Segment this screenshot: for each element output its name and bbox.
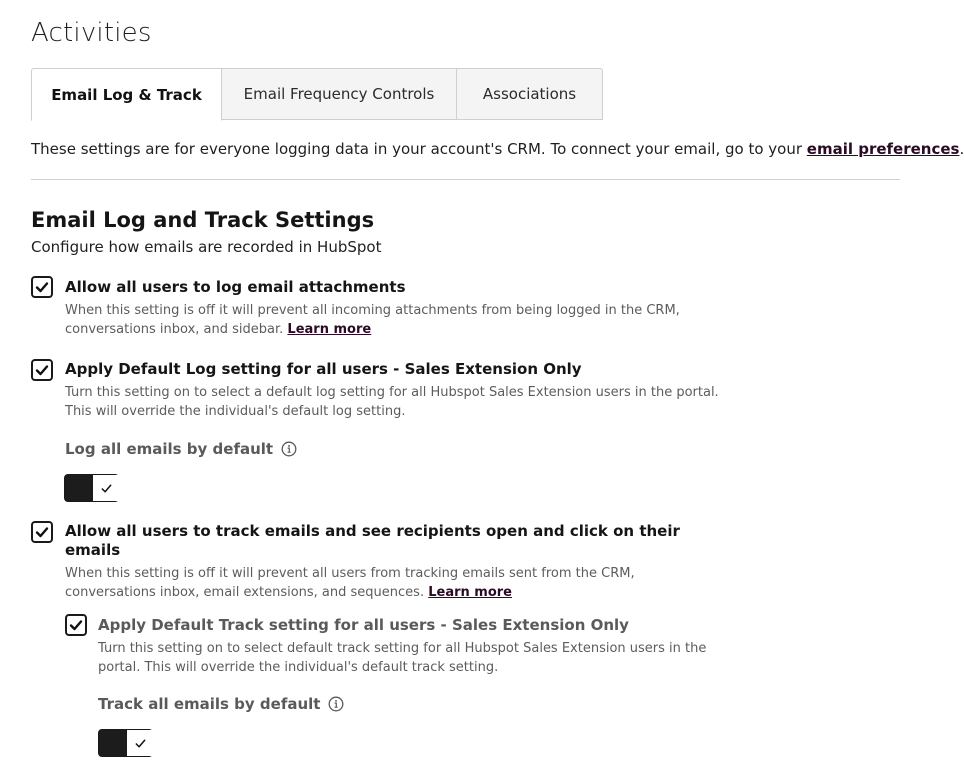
track-emails-desc-text: conversations inbox, email extensions, and sequences. <box>65 585 429 600</box>
tab-email-log-track[interactable]: Email Log & Track <box>31 68 222 121</box>
check-icon <box>34 279 50 295</box>
default-log-title: Apply Default Log setting for all users - Sales Extension Only <box>65 360 582 378</box>
email-preferences-link[interactable]: email preferences <box>806 140 960 158</box>
default-track-checkbox[interactable] <box>65 614 87 636</box>
default-track-desc-line2: portal. This will override the individual's default track setting. <box>98 660 499 675</box>
tab-bar <box>31 68 603 120</box>
toggle-fill <box>99 730 127 756</box>
check-icon <box>100 482 113 495</box>
toggle-knob <box>126 730 153 756</box>
track-all-emails-label <box>98 695 344 713</box>
info-icon[interactable] <box>281 441 297 457</box>
check-icon <box>68 617 84 633</box>
info-icon[interactable] <box>328 696 344 712</box>
section-title: Email Log and Track Settings <box>31 208 375 232</box>
check-icon <box>34 362 50 378</box>
log-attachments-title: Allow all users to log email attachments <box>65 278 406 296</box>
track-emails-checkbox[interactable] <box>31 521 53 543</box>
log-all-emails-label <box>65 440 297 458</box>
default-log-desc-line1: Turn this setting on to select a default log setting for all Hubspot Sales Extension users in the portal. <box>65 385 719 400</box>
toggle-fill <box>65 475 93 501</box>
check-icon <box>34 524 50 540</box>
track-emails-title-line2: emails <box>65 541 121 559</box>
intro-suffix: . <box>959 140 964 158</box>
intro-text <box>31 140 964 158</box>
track-all-emails-toggle[interactable] <box>98 729 153 757</box>
log-attachments-checkbox[interactable] <box>31 276 53 298</box>
divider <box>31 179 900 180</box>
toggle-knob <box>92 475 119 501</box>
log-all-emails-toggle[interactable] <box>64 474 119 502</box>
track-emails-desc-line2 <box>65 583 512 602</box>
learn-more-link[interactable]: Learn more <box>428 585 512 600</box>
log-attachments-desc-line2 <box>65 320 371 339</box>
track-all-emails-label-text: Track all emails by default <box>98 695 321 713</box>
learn-more-link[interactable]: Learn more <box>287 322 372 337</box>
section-subtitle: Configure how emails are recorded in HubSpot <box>31 238 382 256</box>
intro-body: These settings are for everyone logging data in your account's CRM. To connect your email, go to your <box>31 140 807 158</box>
log-all-emails-label-text: Log all emails by default <box>65 440 274 458</box>
check-icon <box>134 737 147 750</box>
default-log-checkbox[interactable] <box>31 359 53 381</box>
default-log-desc-line2: This will override the individual's default log setting. <box>65 404 406 419</box>
log-attachments-desc-line1: When this setting is off it will prevent all incoming attachments from being logged in the CRM, <box>65 303 680 318</box>
tab-associations[interactable]: Associations <box>457 68 603 120</box>
tab-email-frequency-controls[interactable]: Email Frequency Controls <box>222 68 457 120</box>
default-track-title: Apply Default Track setting for all users - Sales Extension Only <box>98 616 629 634</box>
default-track-desc-line1: Turn this setting on to select default track setting for all Hubspot Sales Extension users in the <box>98 641 707 656</box>
log-attachments-desc-text: conversations inbox, and sidebar. <box>65 322 288 337</box>
track-emails-desc-line1: When this setting is off it will prevent all users from tracking emails sent from the CRM, <box>65 566 635 581</box>
track-emails-title-line1: Allow all users to track emails and see recipients open and click on their <box>65 522 680 540</box>
page-title: Activities <box>31 18 152 48</box>
